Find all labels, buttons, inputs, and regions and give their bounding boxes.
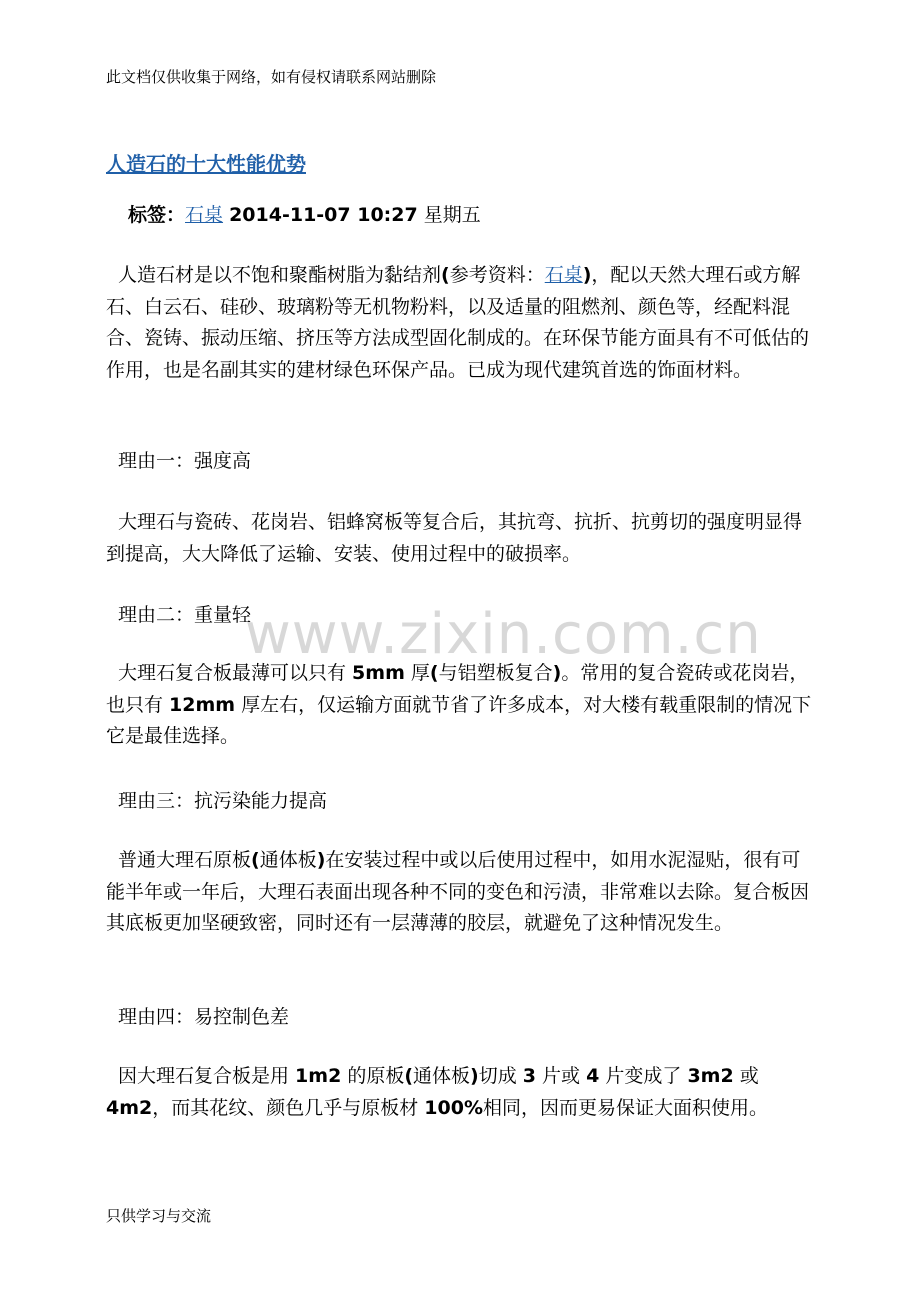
tag-line bbox=[128, 200, 481, 227]
reason1-heading: 理由一：强度高 bbox=[118, 450, 252, 472]
header-disclaimer: 此文档仅供收集于网络，如有侵权请联系网站删除 bbox=[106, 68, 437, 86]
reason3-paragraph: 普通大理石原板(通体板)在安装过程中或以后使用过程中，如用水泥湿贴，很有可能半年或一年后，大理石表面出现各种不同的变色和污渍，非常难以去除。复合板因其底板更加坚硬致密，同时还有一层薄薄的胶层，就避免了这种情况发生。 bbox=[106, 849, 810, 934]
reason4-paragraph: 因大理石复合板是用 1m2 的原板(通体板)切成 3 片或 4 片变成了 3m2 或 4m2，而其花纹、颜色几乎与原板材 100%相同，因而更易保证大面积使用。 bbox=[106, 1065, 769, 1119]
reason4-heading: 理由四：易控制色差 bbox=[118, 1006, 290, 1028]
reference-link[interactable]: 石桌 bbox=[544, 264, 583, 286]
reason2-heading: 理由二：重量轻 bbox=[118, 604, 252, 626]
reason3-heading: 理由三：抗污染能力提高 bbox=[118, 790, 328, 812]
tag-link[interactable]: 石桌 bbox=[185, 204, 224, 226]
post-weekday: 星期五 bbox=[423, 204, 481, 226]
reason2-paragraph: 大理石复合板最薄可以只有 5mm 厚(与铝塑板复合)。常用的复合瓷砖或花岗岩，也只有 12mm 厚左右，仅运输方面就节省了许多成本，对大楼有载重限制的情况下它是最佳选择。 bbox=[106, 662, 812, 747]
tag-label: 标签： bbox=[128, 204, 186, 226]
watermark: www.zixin.com.cn bbox=[245, 602, 762, 667]
reason1-paragraph: 大理石与瓷砖、花岗岩、铝蜂窝板等复合后，其抗弯、抗折、抗剪切的强度明显得到提高，大大降低了运输、安装、使用过程中的破损率。 bbox=[106, 511, 803, 565]
article-title[interactable]: 人造石的十大性能优势 bbox=[106, 152, 306, 176]
footer-note: 只供学习与交流 bbox=[106, 1207, 212, 1225]
post-datetime: 2014-11-07 10:27 bbox=[229, 204, 418, 226]
intro-paragraph: 人造石材是以不饱和聚酯树脂为黏结剂(参考资料：石桌)，配以天然大理石或方解石、白云石、硅砂、玻璃粉等无机物粉料，以及适量的阻燃剂、颜色等，经配料混合、瓷铸、振动压缩、挤压等方法成型固化制成的。在环保节能方面具有不可低估的作用，也是名副其实的建材绿色环保产品。已成为现代建筑首选的饰面材料。 bbox=[106, 264, 810, 381]
